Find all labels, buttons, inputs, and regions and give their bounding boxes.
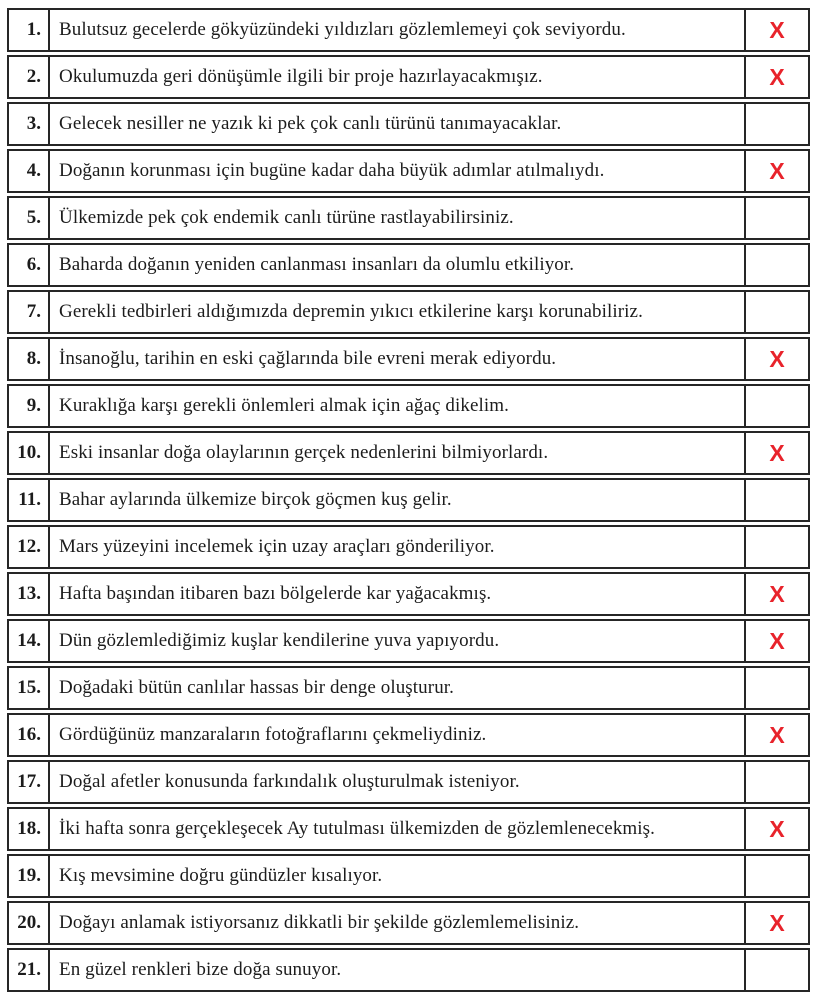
mark-cell [746, 809, 808, 849]
row-number: 15. [9, 668, 50, 708]
mark-cell [746, 339, 808, 379]
table-row [7, 572, 810, 616]
mark-cell [746, 245, 808, 285]
x-mark-icon: X [769, 439, 785, 466]
mark-cell [746, 668, 808, 708]
row-number: 18. [9, 809, 50, 849]
table-row [7, 149, 810, 193]
sentence-text: Kuraklığa karşı gerekli önlemleri almak için ağaç dikelim. [50, 386, 746, 426]
mark-cell [746, 856, 808, 896]
row-number: 7. [9, 292, 50, 332]
x-mark-icon: X [769, 721, 785, 748]
table-row [7, 525, 810, 569]
table-row [7, 948, 810, 992]
row-number: 8. [9, 339, 50, 379]
sentence-text: Mars yüzeyini incelemek için uzay araçları gönderiliyor. [50, 527, 746, 567]
x-mark-icon: X [769, 580, 785, 607]
row-number: 4. [9, 151, 50, 191]
row-number: 5. [9, 198, 50, 238]
mark-cell [746, 104, 808, 144]
table-row [7, 196, 810, 240]
x-mark-icon: X [769, 627, 785, 654]
table-row [7, 666, 810, 710]
mark-cell [746, 574, 808, 614]
sentence-text: Gördüğünüz manzaraların fotoğraflarını çekmeliydiniz. [50, 715, 746, 755]
table-row [7, 478, 810, 522]
row-number: 11. [9, 480, 50, 520]
sentence-text: Bahar aylarında ülkemize birçok göçmen kuş gelir. [50, 480, 746, 520]
sentence-text: İki hafta sonra gerçekleşecek Ay tutulması ülkemizden de gözlemlenecekmiş. [50, 809, 746, 849]
row-number: 14. [9, 621, 50, 661]
table-row [7, 854, 810, 898]
table-row [7, 384, 810, 428]
sentence-text: Hafta başından itibaren bazı bölgelerde kar yağacakmış. [50, 574, 746, 614]
sentence-table [7, 8, 810, 992]
row-number: 17. [9, 762, 50, 802]
table-row [7, 713, 810, 757]
sentence-text: İnsanoğlu, tarihin en eski çağlarında bile evreni merak ediyordu. [50, 339, 746, 379]
sentence-text: Baharda doğanın yeniden canlanması insanları da olumlu etkiliyor. [50, 245, 746, 285]
sentence-text: Doğadaki bütün canlılar hassas bir denge oluşturur. [50, 668, 746, 708]
table-row [7, 431, 810, 475]
row-number: 2. [9, 57, 50, 97]
sentence-text: Doğanın korunması için bugüne kadar daha büyük adımlar atılmalıydı. [50, 151, 746, 191]
mark-cell [746, 762, 808, 802]
sentence-text: Dün gözlemlediğimiz kuşlar kendilerine yuva yapıyordu. [50, 621, 746, 661]
row-number: 20. [9, 903, 50, 943]
row-number: 16. [9, 715, 50, 755]
sentence-text: Ülkemizde pek çok endemik canlı türüne rastlayabilirsiniz. [50, 198, 746, 238]
mark-cell [746, 198, 808, 238]
table-row [7, 901, 810, 945]
sentence-text: Kış mevsimine doğru gündüzler kısalıyor. [50, 856, 746, 896]
mark-cell [746, 903, 808, 943]
mark-cell [746, 527, 808, 567]
table-row [7, 290, 810, 334]
table-row [7, 760, 810, 804]
mark-cell [746, 950, 808, 990]
x-mark-icon: X [769, 345, 785, 372]
table-row [7, 337, 810, 381]
table-row [7, 102, 810, 146]
mark-cell [746, 292, 808, 332]
mark-cell [746, 621, 808, 661]
row-number: 9. [9, 386, 50, 426]
mark-cell [746, 433, 808, 473]
sentence-text: Gerekli tedbirleri aldığımızda depremin yıkıcı etkilerine karşı korunabiliriz. [50, 292, 746, 332]
table-row [7, 619, 810, 663]
mark-cell [746, 57, 808, 97]
row-number: 10. [9, 433, 50, 473]
sentence-text: En güzel renkleri bize doğa sunuyor. [50, 950, 746, 990]
sentence-text: Okulumuzda geri dönüşümle ilgili bir proje hazırlayacakmışız. [50, 57, 746, 97]
row-number: 3. [9, 104, 50, 144]
table-row [7, 807, 810, 851]
sentence-text: Bulutsuz gecelerde gökyüzündeki yıldızları gözlemlemeyi çok seviyordu. [50, 10, 746, 50]
table-row [7, 55, 810, 99]
mark-cell [746, 151, 808, 191]
row-number: 1. [9, 10, 50, 50]
sentence-text: Doğayı anlamak istiyorsanız dikkatli bir şekilde gözlemlemelisiniz. [50, 903, 746, 943]
mark-cell [746, 386, 808, 426]
x-mark-icon: X [769, 815, 785, 842]
x-mark-icon: X [769, 909, 785, 936]
row-number: 12. [9, 527, 50, 567]
mark-cell [746, 480, 808, 520]
sentence-text: Doğal afetler konusunda farkındalık oluşturulmak isteniyor. [50, 762, 746, 802]
x-mark-icon: X [769, 157, 785, 184]
sentence-text: Eski insanlar doğa olaylarının gerçek nedenlerini bilmiyorlardı. [50, 433, 746, 473]
row-number: 13. [9, 574, 50, 614]
x-mark-icon: X [769, 16, 785, 43]
mark-cell [746, 10, 808, 50]
table-row [7, 8, 810, 52]
sentence-text: Gelecek nesiller ne yazık ki pek çok canlı türünü tanımayacaklar. [50, 104, 746, 144]
row-number: 21. [9, 950, 50, 990]
mark-cell [746, 715, 808, 755]
table-row [7, 243, 810, 287]
x-mark-icon: X [769, 63, 785, 90]
row-number: 6. [9, 245, 50, 285]
row-number: 19. [9, 856, 50, 896]
